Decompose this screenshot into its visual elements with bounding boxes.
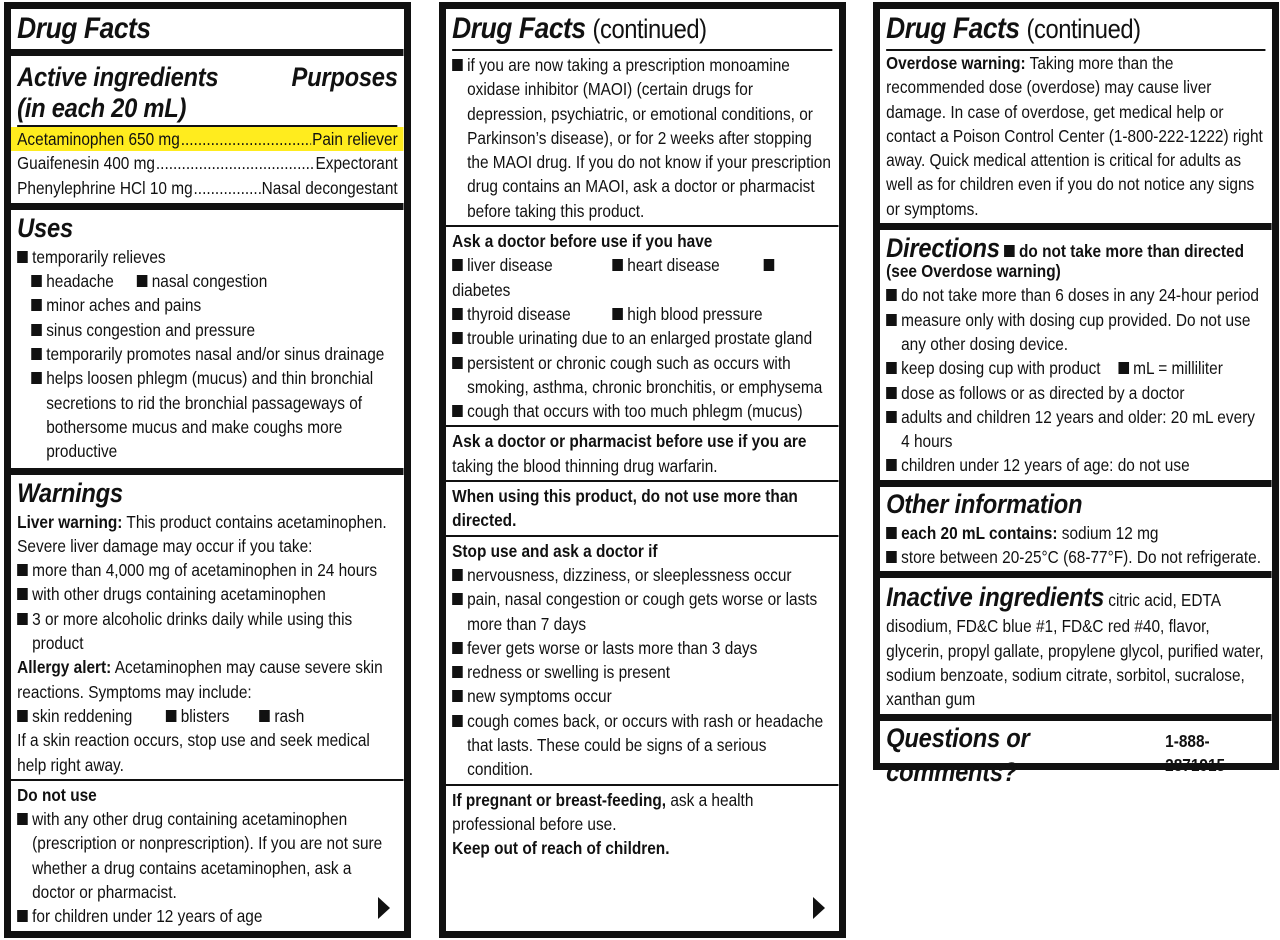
divider: [11, 49, 404, 56]
ingredient-row: [11, 127, 404, 151]
list-item: cough comes back, or occurs with rash or headache that lasts. These could be signs of a serious condition.: [452, 709, 833, 782]
bullet-square-icon: [452, 405, 463, 417]
divider: [11, 468, 404, 475]
bullet-square-icon: [17, 251, 28, 263]
bullet-square-icon: [886, 459, 897, 471]
directions-heading: Directions: [886, 233, 1000, 264]
questions-line: [886, 721, 1266, 789]
list-item: liver disease heart diseasediabetes: [452, 253, 833, 302]
list-item: fever gets worse or lasts more than 3 days: [452, 636, 833, 660]
bullet-square-icon: [31, 372, 42, 384]
panel-title: Drug Facts (continued): [452, 12, 707, 45]
list-item: with other drugs containing acetaminophen: [17, 582, 398, 606]
list-item: new symptoms occur: [452, 684, 833, 708]
panel-title: Drug Facts: [17, 12, 151, 45]
questions-phone: 1-888-2871915: [1165, 730, 1226, 775]
bullet-square-icon: [31, 275, 42, 287]
bullet-square-icon: [31, 348, 42, 360]
when-using-heading: When using this product, do not use more than directed.: [452, 486, 798, 531]
bullet-square-icon: [1004, 245, 1015, 257]
bullet-square-icon: [452, 642, 463, 654]
bullet-square-icon: [886, 314, 897, 326]
bullet-square-icon: [1118, 362, 1129, 374]
ingredient-purpose: Pain reliever: [312, 129, 398, 149]
bullet-square-icon: [886, 527, 897, 539]
ingredient-name: Phenylephrine HCl 10 mg: [17, 177, 193, 198]
divider: [880, 714, 1272, 721]
drug-facts-panel-3: [873, 2, 1279, 787]
bullet-square-icon: [17, 588, 28, 600]
do-not-use-heading: Do not use: [17, 784, 97, 805]
divider: [446, 425, 839, 427]
list-item: measure only with dosing cup provided. Do not use any other dosing device.: [886, 308, 1266, 357]
liver-warning: Liver warning: This product contains acetaminophen. Severe liver damage may occur if you take:: [17, 511, 387, 556]
divider: [452, 49, 833, 51]
list-item: adults and children 12 years and older: 20 mL every 4 hours: [886, 405, 1266, 454]
list-item: more than 4,000 mg of acetaminophen in 24 hours: [17, 558, 398, 582]
ingredient-name: Guaifenesin 400 mg: [17, 153, 156, 174]
bullet-square-icon: [452, 569, 463, 581]
divider: [880, 223, 1272, 230]
continue-arrow-icon: [813, 897, 825, 919]
bullet-square-icon: [886, 551, 897, 563]
questions-heading: Questions or comments?: [886, 722, 1030, 787]
bullet-square-icon: [886, 411, 897, 423]
list-item: 3 or more alcoholic drinks daily while using this product: [17, 607, 398, 656]
warfarin-text: taking the blood thinning drug warfarin.: [452, 455, 718, 476]
list-item: thyroid disease high blood pressure: [452, 302, 833, 326]
bullet-square-icon: [764, 259, 775, 271]
list-item: for children under 12 years of age: [17, 904, 398, 928]
list-item: if you are now taking a prescription monoamine oxidase inhibitor (MAOI) (certain drugs for depression, psychiatric, or emotional conditions, or Parkinson’s disease), or for 2 weeks after stopping the MAOI drug. If you do not know if your prescription drug contains an MAOI, ask a doctor or pharmacist before taking this product.: [452, 53, 833, 223]
ingredient-purpose: Expectorant: [315, 153, 398, 174]
other-information-heading: Other information: [886, 488, 1083, 519]
bullet-square-icon: [166, 710, 177, 722]
purposes-heading: Purposes: [291, 62, 398, 92]
bullet-square-icon: [31, 324, 42, 336]
inactive-ingredients: Inactive ingredients citric acid, EDTA disodium, FD&C blue #1, FD&C red #40, flavor, glycerin, propyl gallate, propylene glycol, purified water, sodium benzoate, sodium citrate, sorbitol, sucralose, xanthan gum: [886, 582, 1264, 710]
keep-out-of-reach: Keep out of reach of children.: [452, 838, 670, 859]
directions-lead: Directions do not take more than directed: [886, 233, 1245, 264]
list-item: keep dosing cup with product mL = milliliter: [886, 356, 1266, 380]
list-item: headache nasal congestion: [17, 269, 398, 293]
divider: [446, 480, 839, 482]
list-item: each 20 mL contains: sodium 12 mg: [886, 521, 1266, 545]
list-item: skin reddening blisters rash: [17, 704, 398, 728]
divider: [880, 571, 1272, 578]
ingredient-name: Acetaminophen 650 mg: [17, 129, 180, 149]
stop-use-heading: Stop use and ask a doctor if: [452, 540, 658, 561]
pregnancy-warning: If pregnant or breast-feeding, ask a health professional before use.: [452, 789, 754, 834]
divider: [880, 480, 1272, 487]
bullet-square-icon: [17, 710, 28, 722]
list-item: pain, nasal congestion or cough gets worse or lasts more than 7 days: [452, 587, 833, 636]
active-ingredients-heading: Active ingredients: [17, 62, 219, 92]
list-item: children under 12 years of age: do not use: [886, 453, 1266, 477]
allergy-instruction: If a skin reaction occurs, stop use and seek medical help right away.: [17, 730, 370, 775]
ask-doctor-heading: Ask a doctor before use if you have: [452, 231, 713, 252]
list-item: temporarily promotes nasal and/or sinus drainage: [17, 342, 398, 366]
list-item: cough that occurs with too much phlegm (mucus): [452, 399, 833, 423]
bullet-square-icon: [259, 710, 270, 722]
list-item: trouble urinating due to an enlarged prostate gland: [452, 326, 833, 350]
bullet-square-icon: [452, 666, 463, 678]
bullet-square-icon: [17, 613, 28, 625]
bullet-square-icon: [452, 357, 463, 369]
bullet-square-icon: [452, 332, 463, 344]
active-ingredients-subheading: (in each 20 mL): [17, 93, 187, 123]
bullet-square-icon: [452, 690, 463, 702]
list-item: dose as follows or as directed by a doctor: [886, 381, 1266, 405]
list-item: store between 20-25°C (68-77°F). Do not refrigerate.: [886, 545, 1266, 569]
ask-pharmacist-heading: Ask a doctor or pharmacist before use if you are: [452, 431, 807, 452]
bullet-square-icon: [612, 259, 623, 271]
allergy-alert: Allergy alert: Acetaminophen may cause severe skin reactions. Symptoms may include:: [17, 657, 383, 702]
divider: [446, 225, 839, 227]
list-item: redness or swelling is present: [452, 660, 833, 684]
panel-title: Drug Facts (continued): [886, 12, 1141, 45]
bullet-square-icon: [886, 362, 897, 374]
list-item: helps loosen phlegm (mucus) and thin bronchial secretions to rid the bronchial passageways of bothersome mucus and make coughs more productive: [17, 366, 398, 463]
bullet-square-icon: [452, 259, 463, 271]
inactive-ingredients-heading: Inactive ingredients: [886, 582, 1105, 613]
divider: [11, 779, 404, 781]
bullet-square-icon: [31, 299, 42, 311]
divider: [446, 784, 839, 786]
directions-lead-note: (see Overdose warning): [886, 261, 1061, 282]
list-item: nervousness, dizziness, or sleeplessness occur: [452, 563, 833, 587]
bullet-square-icon: [452, 715, 463, 727]
overdose-warning: Overdose warning: Taking more than the recommended dose (overdose) may cause liver damage. In case of overdose, get medical help or contact a Poison Control Center (1-800-222-1222) right away. Quick medical attention is critical for adults as well as for children even if you do not notice any signs or symptoms.: [886, 53, 1263, 219]
list-item: sinus congestion and pressure: [17, 318, 398, 342]
list-item: with any other drug containing acetaminophen (prescription or nonprescription). If you are not sure whether a drug contains acetaminophen, ask a doctor or pharmacist.: [17, 807, 398, 904]
bullet-square-icon: [452, 308, 463, 320]
drug-facts-panel-2: [439, 2, 846, 938]
bullet-square-icon: [17, 564, 28, 576]
bullet-square-icon: [17, 910, 28, 922]
bullet-square-icon: [612, 308, 623, 320]
drug-facts-panel-1: [4, 2, 411, 938]
uses-heading: Uses: [17, 212, 73, 243]
ingredient-purpose: Nasal decongestant: [261, 177, 398, 198]
list-item: persistent or chronic cough such as occurs with smoking, asthma, chronic bronchitis, or emphysema: [452, 351, 833, 400]
ingredient-row: [17, 151, 398, 175]
bullet-square-icon: [452, 59, 463, 71]
divider: [11, 203, 404, 210]
list-item: do not take more than 6 doses in any 24-hour period: [886, 283, 1266, 307]
bullet-square-icon: [17, 813, 28, 825]
ingredient-row: [17, 176, 398, 200]
bullet-square-icon: [452, 593, 463, 605]
bullet-square-icon: [137, 275, 148, 287]
list-item: minor aches and pains: [17, 293, 398, 317]
list-item: temporarily relieves: [17, 245, 398, 269]
divider: [446, 535, 839, 537]
bullet-square-icon: [886, 387, 897, 399]
warnings-heading: Warnings: [17, 477, 123, 508]
continue-arrow-icon: [378, 897, 390, 919]
bullet-square-icon: [886, 289, 897, 301]
